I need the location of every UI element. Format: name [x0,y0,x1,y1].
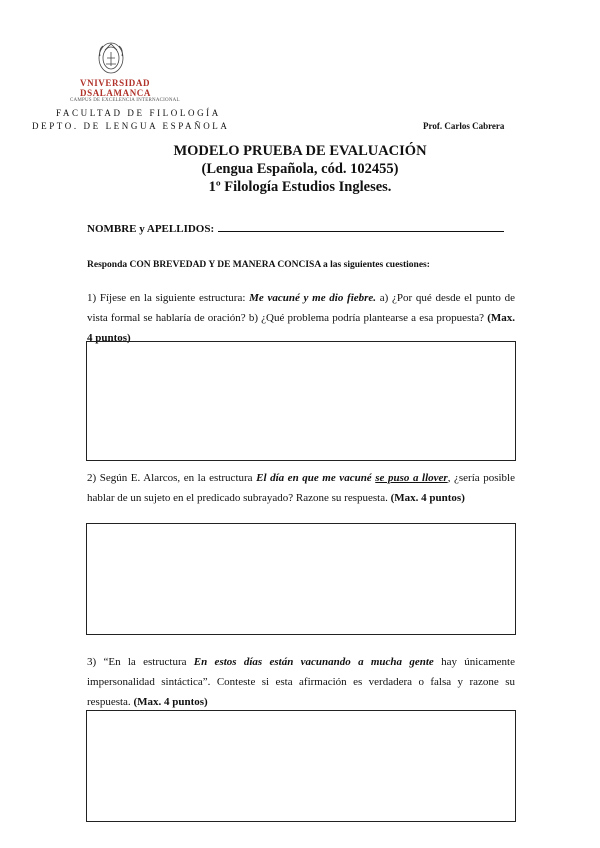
answer-box-2[interactable] [86,523,516,635]
name-field[interactable] [218,221,504,232]
q3-example: En estos días están vacunando a mucha gente [193,656,434,668]
question-2 [87,468,515,508]
q1-points: (Max. 4 puntos) [87,312,515,344]
q2-example: El día en que me vacuné [256,472,376,484]
q1-text-c: a) ¿Por qué desde el punto de vista formal se hablaría de oración? b) ¿Qué problema podría plantearse a esa propuesta? [87,292,515,324]
degree-name: 1º Filología Estudios Ingleses. [208,179,392,195]
q2-text-a: 2) Según E. Alarcos, en la estructura [87,472,257,484]
university-seal-icon [88,38,134,78]
exam-title: MODELO PRUEBA DE EVALUACIÓN [173,143,427,159]
university-name-line2: DSALAMANCA [80,88,151,98]
q1-text-a: 1) Fíjese en la siguiente estructura: [87,292,250,304]
q1-example: Me vacuné y me dio fiebre. [249,292,377,304]
q3-text-c: hay únicamente impersonalidad sintáctica”. Conteste si esta afirmación es verdadera o falsa y razone su respuesta. [87,656,515,708]
question-1 [87,288,515,348]
name-row [87,221,504,235]
course-code: (Lengua Española, cód. 102455) [201,161,399,177]
q2-points: (Max. 4 puntos) [390,492,465,504]
instructions: Responda CON BREVEDAD Y DE MANERA CONCISA a las siguientes cuestiones: [87,260,430,270]
answer-box-3[interactable] [86,710,516,822]
q2-underlined-predicate: se puso a llover [375,472,448,484]
question-3 [87,652,515,712]
q3-text-a: 3) “En la estructura [87,656,194,668]
q3-points: (Max. 4 puntos) [133,696,208,708]
faculty-name: FACULTAD DE FILOLOGÍA [56,108,221,118]
department-name: DEPTO. DE LENGUA ESPAÑOLA [32,121,230,131]
name-label: NOMBRE y APELLIDOS: [87,223,215,235]
answer-box-1[interactable] [86,341,516,461]
university-name-line1: VNIVERSIDAD [80,78,151,88]
university-motto: CAMPUS DE EXCELENCIA INTERNACIONAL [70,98,180,103]
q2-text-d: , ¿sería posible hablar de un sujeto en el predicado subrayado? Razone su respuesta. [87,472,515,504]
professor-name: Prof. Carlos Cabrera [423,121,505,131]
